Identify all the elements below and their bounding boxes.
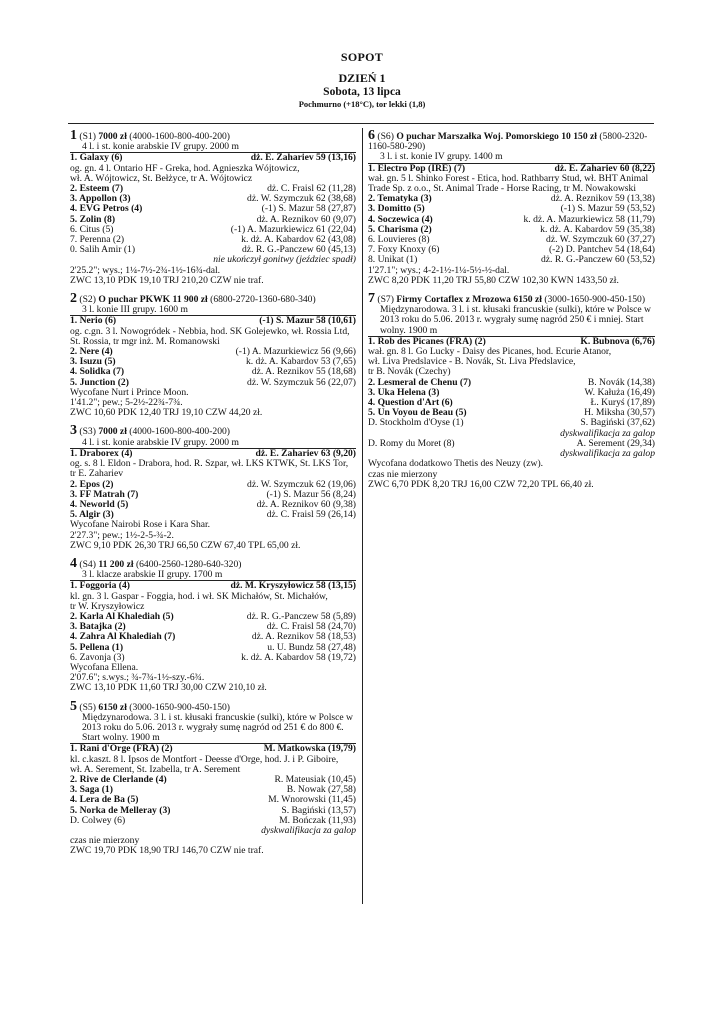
- placing-rider: k. dż. A. Mazurkiewicz 58 (11,79): [523, 213, 655, 225]
- placing-horse: 3. Appollon (3): [70, 194, 131, 205]
- winner-horse: 1. Rani d'Orge (FRA) (2): [70, 744, 173, 755]
- pedigree-line: tr W. Kryszyłowicz: [70, 600, 145, 612]
- race-purse: 10 150 zł: [561, 131, 597, 142]
- winner-rider: dż. E. Zahariev 60 (8,22): [554, 162, 655, 174]
- winner-rider: dż. E. Zahariev 59 (13,16): [250, 152, 356, 164]
- race-number: 1: [70, 128, 77, 143]
- pedigree: [368, 347, 655, 378]
- placing-rider: k. dż. A. Kabardov 53 (7,65): [245, 356, 356, 368]
- race-purse: 7000 zł: [98, 131, 127, 142]
- day-title: DZIEŃ 1: [338, 71, 386, 85]
- race-footer: [70, 388, 356, 419]
- placing-horse: 7. Perenna (2): [70, 235, 125, 246]
- winner-rider: dż. M. Kryszyłowicz 58 (13,15): [230, 580, 356, 592]
- race-header: [368, 129, 655, 152]
- placing-horse: D. Stockholm d'Oyse (1): [368, 418, 464, 429]
- race-code: (S1): [79, 131, 96, 142]
- race-code: (S7): [377, 294, 394, 306]
- placing-rider: M. Bończak (11,93): [279, 814, 356, 826]
- winner-horse: 1. Foggoria (4): [70, 581, 130, 592]
- winner-rider: M. Matkowska (19,79): [263, 743, 356, 755]
- pedigree-line: og. c.gn. 3 l. Nowogródek - Nebbia, hod. SK Golejewko, wł. Rossia Ltd,: [70, 325, 350, 337]
- placing-horse: 4. Solidka (7): [70, 367, 125, 378]
- placing-rider: dż. A. Reznikov 55 (18,68): [251, 366, 356, 378]
- race-code: (S3): [79, 426, 96, 438]
- placing-horse: 3. Batajka (2): [70, 622, 126, 633]
- placing-horse: 3. Uka Helena (3): [368, 387, 440, 398]
- placing-horse: 5. Zolin (8): [70, 214, 116, 225]
- pedigree-line: wał. gn. 8 l. Go Lucky - Daisy des Picanes, hod. Ecurie Atanor,: [368, 346, 612, 358]
- footer-line: ZWC 8,20 PDK 11,20 TRJ 55,80 CZW 102,30 KWN 1433,50 zł.: [368, 274, 619, 286]
- placing-horse: 2. Epos (2): [70, 479, 114, 490]
- placing-rider: dż. A. Reznikov 59 (13,38): [550, 193, 655, 205]
- placings: [70, 480, 356, 521]
- placing-horse: D. Colwey (6): [70, 815, 126, 826]
- pedigree-line: St. Rossia, tr mgr inż. M. Romanowski: [70, 335, 220, 347]
- winner-horse: 1. Nerio (6): [70, 316, 117, 327]
- race-purse: 7000 zł: [98, 426, 127, 438]
- race-block: [368, 292, 655, 490]
- header-divider: [68, 123, 654, 124]
- race-block: [368, 129, 655, 286]
- footer-line: 2'25.2"; wys.; 1¼-7½-2¾-1½-16¾-dal.: [70, 264, 221, 276]
- winner-row: [70, 581, 356, 591]
- race-purse: 11 200 zł: [98, 558, 134, 570]
- placing-rider: dż. W. Szymczuk 62 (38,68): [247, 193, 356, 205]
- placing-horse: 5. Norka de Melleray (3): [70, 805, 171, 816]
- right-column: [368, 127, 655, 496]
- race-footer: [70, 663, 356, 694]
- placing-rider: A. Serement (29,34): [576, 437, 655, 449]
- placing-horse: 3. FF Matrah (7): [70, 489, 139, 500]
- footer-line: Wycofane Nairobi Rose i Kara Shar.: [70, 519, 211, 531]
- race-code: (S4): [79, 558, 96, 570]
- placings: [70, 347, 356, 388]
- race-split: (3000-1650-900-450-150): [129, 701, 230, 713]
- column-divider: [362, 128, 363, 904]
- placing-horse: 4. Zahra Al Khalediah (7): [70, 632, 176, 643]
- placing-rider: k. dż. A. Kabardov 58 (19,72): [241, 651, 356, 663]
- placing-rider: B. Nowak (27,58): [286, 784, 356, 796]
- race-note: dyskwalifikacja za galop: [560, 448, 655, 460]
- placing-rider: dż. R. G.-Panczew 58 (5,89): [246, 610, 356, 622]
- placing-rider: dż. A. Reznikov 58 (18,53): [251, 631, 356, 643]
- winner-rider: K. Bubnova (6,76): [580, 335, 655, 347]
- footer-line: ZWC 13,10 PDK 11,60 TRJ 30,00 CZW 210,10 zł.: [70, 682, 267, 694]
- placing-rider: (-1) A. Mazurkiewicz 61 (22,04): [230, 223, 356, 235]
- placing-rider: k. dż. A. Kabardov 62 (43,08): [241, 234, 356, 246]
- pedigree: [70, 755, 356, 775]
- race-name: Firmy Cortaflex z Mrozowa: [396, 294, 511, 306]
- winner-horse: 1. Rob des Picanes (FRA) (2): [368, 336, 486, 347]
- footer-line: ZWC 13,10 PDK 19,10 TRJ 210,20 CZW nie traf.: [70, 274, 264, 286]
- race-conditions: 4 l. i st. konie arabskie IV grupy. 2000 m: [70, 142, 356, 153]
- race-split: (6400-2560-1280-640-320): [135, 558, 242, 570]
- placing-horse: 4. Neworld (5): [70, 499, 129, 510]
- race-code: (S2): [79, 294, 96, 306]
- pedigree-line: og. s. 8 l. Eldon - Drabora, hod. R. Szpar, wł. LKS KTWK, St. LKS Tor,: [70, 458, 349, 470]
- pedigree-line: kl. c.kaszt. 8 l. Ipsos de Montfort - Deesse d'Orge, hod. J. i P. Giboire,: [70, 753, 339, 765]
- footer-line: 1'41.2"; pew.; 5-2½-22¾-7¾.: [70, 397, 183, 409]
- footer-line: Wycofana dodatkowo Thetis des Neuzy (zw).: [368, 458, 544, 470]
- placing-horse: 6. Louvieres (8): [368, 235, 430, 246]
- left-column: [70, 127, 356, 863]
- placing-horse: 4. Soczewica (4): [368, 214, 433, 225]
- race-number: 7: [368, 291, 375, 307]
- placing-rider: (-1) A. Mazurkiewicz 56 (9,66): [235, 346, 356, 358]
- placings: [70, 775, 356, 826]
- placing-rider: (-1) S. Mazur 59 (53,52): [560, 203, 655, 215]
- pedigree: [70, 164, 356, 184]
- placings: [70, 612, 356, 663]
- race-number: 6: [368, 128, 375, 143]
- placing-rider: (-2) D. Pantchev 54 (18,64): [548, 244, 655, 256]
- race-split: (3000-1650-900-450-150): [544, 294, 646, 306]
- pedigree: [70, 592, 356, 612]
- placing-horse: 4. Question d'Art (6): [368, 398, 453, 409]
- race-purse: 6150 zł: [98, 701, 127, 713]
- race-note: dyskwalifikacja za galop: [560, 427, 655, 439]
- extra-placing: [368, 439, 655, 459]
- placing-rider: B. Novák (14,38): [587, 376, 655, 388]
- placing-rider: dż. R. G.-Panczew 60 (45,13): [241, 244, 356, 256]
- placings: [368, 378, 655, 429]
- race-block: [70, 557, 356, 694]
- pedigree: [368, 174, 655, 194]
- placing-rider: (-1) S. Mazur 56 (8,24): [266, 488, 356, 500]
- placing-horse: 5. Junction (2): [70, 377, 129, 388]
- placing-rider: dż. R. G.-Panczew 60 (53,52): [540, 254, 655, 266]
- race-block: [70, 424, 356, 550]
- weather-line: Pochmurno (+18°C), tor lekki (1,8): [298, 99, 426, 109]
- footer-line: Wycofane Nurt i Prince Moon.: [70, 386, 189, 398]
- race-header: [70, 700, 356, 713]
- footer-line: czas nie mierzony: [70, 835, 140, 847]
- placing-horse: 2. Tematyka (3): [368, 194, 432, 205]
- footer-line: ZWC 10,60 PDK 12,40 TRJ 19,10 CZW 44,20 zł.: [70, 407, 263, 419]
- placing-horse: 7. Foxy Knoxy (6): [368, 245, 440, 256]
- placing-horse: 5. Pellena (1): [70, 642, 124, 653]
- race-purse: 11 900 zł: [172, 294, 208, 306]
- placing-horse: 8. Unikat (1): [368, 255, 418, 266]
- footer-line: czas nie mierzony: [368, 468, 438, 480]
- placing-rider: W. Kałuża (16,49): [584, 386, 655, 398]
- pedigree: [70, 327, 356, 347]
- placings: [368, 194, 655, 265]
- placing-rider: k. dż. A. Kabardov 59 (35,38): [540, 223, 655, 235]
- footer-line: 2'27.3"; pew.; 1½-2-5-¾-2.: [70, 529, 174, 541]
- race-split: (5800-2320-1160-580-290): [368, 131, 648, 153]
- placing-rider: Ł. Kuryś (17,89): [590, 397, 655, 409]
- footer-line: 2'07.6"; s.wys.; ¾-7¾-1½-szy.-6¾.: [70, 672, 205, 684]
- placing-horse: 2. Karla Al Khalediah (5): [70, 611, 174, 622]
- placing-horse: 3. Isuzu (5): [70, 357, 116, 368]
- race-block: [70, 129, 356, 286]
- placing-rider: u. U. Bundz 58 (27,48): [267, 641, 356, 653]
- race-code: (S6): [377, 131, 394, 142]
- placing-rider: dż. A. Reznikov 60 (9,38): [256, 498, 356, 510]
- footer-line: 1'27.1"; wys.; 4-2-1½-1¼-5½-½-dal.: [368, 264, 510, 276]
- pedigree-line: wał. gn. 5 l. Shinko Forest - Etica, hod. Rathbarry Stud, wł. BHT Animal: [368, 172, 649, 184]
- pedigree-line: tr B. Novák (Czechy): [368, 366, 451, 378]
- footer-line: ZWC 9,10 PDK 26,30 TRJ 66,50 CZW 67,40 TPL 65,00 zł.: [70, 539, 301, 551]
- placing-rider: S. Bagiński (13,57): [281, 804, 356, 816]
- placing-horse: 5. Algir (3): [70, 510, 114, 521]
- winner-horse: 1. Galaxy (6): [70, 153, 123, 164]
- race-number: 2: [70, 291, 77, 307]
- winner-horse: 1. Draborex (4): [70, 448, 133, 459]
- placing-rider: dż. W. Szymczuk 56 (22,07): [247, 376, 356, 388]
- race-footer: [70, 520, 356, 551]
- race-split: (6800-2720-1360-680-340): [210, 294, 316, 306]
- race-number: 3: [70, 423, 77, 439]
- race-conditions: 4 l. i st. konie arabskie IV grupy. 2000 m: [70, 438, 356, 449]
- placing-rider: (-1) S. Mazur 58 (27,87): [261, 203, 356, 215]
- pedigree-line: og. gn. 4 l. Ontario HF - Greka, hod. Agnieszka Wójtowicz,: [70, 162, 300, 174]
- race-footer: [70, 266, 356, 286]
- placing-rider: S. Bagiński (37,62): [580, 417, 655, 429]
- city-title: SOPOT: [340, 50, 384, 64]
- race-name: O puchar Marszałka Woj. Pomorskiego: [396, 131, 559, 142]
- placing-rider: dż. A. Reznikov 60 (9,07): [256, 213, 356, 225]
- placing-horse: 4. EVG Petros (4): [70, 204, 143, 215]
- race-conditions: 3 l. konie III grupy. 1600 m: [70, 305, 356, 316]
- placing-rider: dż. C. Fraisl 59 (26,14): [266, 509, 356, 521]
- winner-rider: (-1) S. Mazur 58 (10,61): [259, 315, 356, 327]
- placing-rider: M. Wnorowski (11,45): [268, 794, 356, 806]
- race-footer: [368, 266, 655, 286]
- placing-horse: 2. Lesmeral de Chenu (7): [368, 377, 472, 388]
- placing-horse: 6. Zavonja (3): [70, 652, 125, 663]
- placing-horse: 4. Lera de Ba (5): [70, 795, 139, 806]
- race-footer: [70, 836, 356, 856]
- footer-line: Wycofana Ellena.: [70, 661, 139, 673]
- placing-rider: dż. C. Fraisl 58 (24,70): [266, 621, 356, 633]
- race-block: [70, 292, 356, 418]
- placing-rider: dż. C. Fraisl 62 (11,28): [267, 183, 356, 195]
- placing-rider: dż. W. Szymczuk 60 (37,27): [546, 234, 655, 246]
- pedigree-line: Trade Sp. z o.o., St. Animal Trade - Horse Racing, tr M. Nowakowski: [368, 183, 636, 195]
- race-number: 4: [70, 555, 77, 571]
- race-purse: 6150 zł: [513, 294, 542, 306]
- placing-horse: 3. Domitto (5): [368, 204, 425, 215]
- race-note: nie ukończył gonitwy (jeździec spadł): [213, 254, 356, 266]
- placing-rider: H. Miksha (30,57): [584, 407, 655, 419]
- placing-horse: 3. Saga (1): [70, 785, 113, 796]
- race-conditions: 3 l. klacze arabskie II grupy. 1700 m: [70, 570, 356, 581]
- race-conditions: 3 l. i st. konie IV grupy. 1400 m: [368, 152, 655, 163]
- placing-horse: 5. Un Voyou de Beau (5): [368, 408, 467, 419]
- race-code: (S5): [79, 701, 96, 713]
- date-line: Sobota, 13 lipca: [323, 86, 401, 98]
- placing-horse: 2. Esteem (7): [70, 184, 124, 195]
- winner-horse: 1. Electro Pop (IRE) (7): [368, 163, 466, 174]
- race-split: (4000-1600-800-400-200): [129, 426, 230, 438]
- placing-rider: R. Mateusiak (10,45): [274, 773, 356, 785]
- placing-horse: 5. Charisma (2): [368, 224, 432, 235]
- footer-line: ZWC 6,70 PDK 8,20 TRJ 16,00 CZW 72,20 TPL 66,40 zł.: [368, 478, 594, 490]
- race-conditions: Międzynarodowa. 3 l. i st. kłusaki francuskie (sulki), które w Polsce w 2013 roku do 5.06. 2013 r. wygrały sumę nagród 250 € i mniej. Start wolny. 1900 m: [368, 305, 655, 337]
- race-number: 5: [70, 698, 77, 714]
- pedigree-line: wł. A. Wójtowicz, St. Bełżyce, tr A. Wójtowicz: [70, 172, 253, 184]
- placing-horse: D. Romy du Moret (8): [368, 438, 455, 449]
- race-note: dyskwalifikacja za galop: [261, 825, 356, 836]
- pedigree-line: kl. gn. 3 l. Gaspar - Foggia, hod. i wł. SK Michałów, St. Michałów,: [70, 590, 328, 602]
- placing-horse: 6. Citus (5): [70, 224, 114, 235]
- race-block: [70, 700, 356, 857]
- placing-horse: 2. Rive de Clerlande (4): [70, 774, 167, 785]
- pedigree: [70, 459, 356, 479]
- race-conditions: Międzynarodowa. 3 l. i st. kłusaki francuskie (sulki), które w Polsce w 2013 roku do 5.06. 2013 r. wygrały sumę nagród od 251 € do 800 €. Start wolny. 1900 m: [70, 713, 356, 745]
- race-footer: [368, 459, 655, 490]
- placing-rider: dż. W. Szymczuk 62 (19,06): [247, 478, 356, 490]
- race-name: O puchar PKWK: [98, 294, 171, 306]
- race-header: [70, 424, 356, 437]
- placing-horse: 2. Nere (4): [70, 347, 113, 358]
- pedigree-line: tr E. Zahariev: [70, 468, 124, 480]
- race-split: (4000-1600-800-400-200): [129, 131, 230, 142]
- pedigree-line: wł. A. Serement, St. Izabella, tr A. Serement: [70, 763, 241, 775]
- placing-horse: 0. Salih Amir (1): [70, 245, 136, 256]
- placings: [70, 184, 356, 255]
- pedigree-line: wł. Liva Predslavice - B. Novák, St. Liva Předslavice,: [368, 356, 576, 368]
- footer-line: ZWC 19,70 PDK 18,90 TRJ 146,70 CZW nie traf.: [70, 845, 264, 857]
- winner-rider: dż. E. Zahariev 63 (9,20): [255, 447, 356, 459]
